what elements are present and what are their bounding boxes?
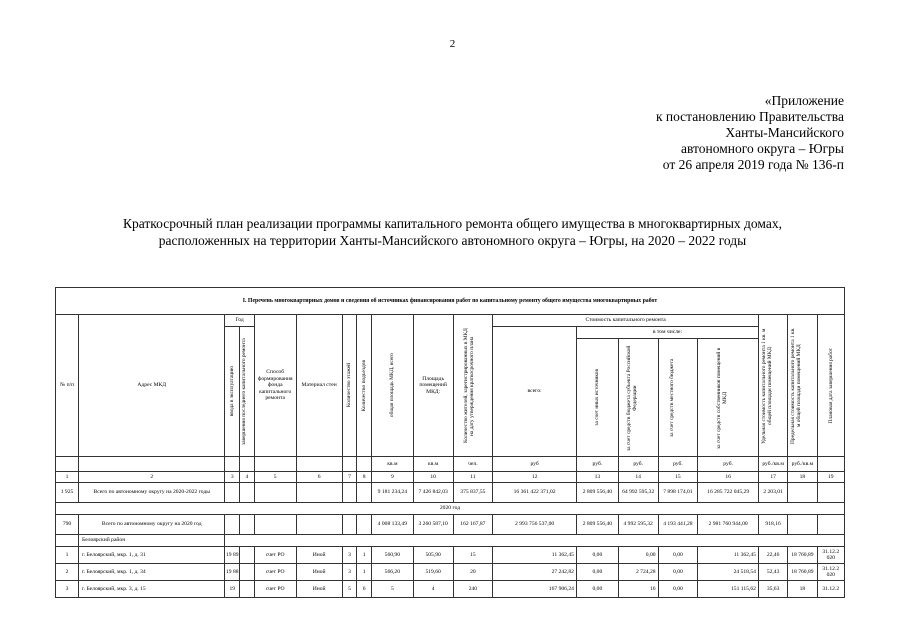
cell-cost-total: 11 362,45: [493, 547, 577, 564]
cell-premises-area: 519,60: [413, 564, 453, 581]
cell-owners: 11 362,45: [698, 547, 759, 564]
cell-specific: 22,46: [758, 547, 787, 564]
unit-cell: руб: [493, 457, 577, 472]
cell-total-area: 5: [371, 581, 413, 598]
cell-other: 0,00: [576, 564, 618, 581]
cell-fund: счет РО: [254, 581, 296, 598]
header-address: Адрес МКД: [79, 315, 225, 457]
cell-fund: счет РО: [254, 564, 296, 581]
district-row: [56, 535, 845, 547]
header-cost: Стоимость капитального ремонта: [493, 315, 759, 327]
cell-entrances: 1: [357, 564, 372, 581]
cell-entrances: 1: [357, 547, 372, 564]
total-2020-row: [56, 515, 845, 535]
cell-local: 0,00: [658, 581, 698, 598]
total-num: 790: [56, 515, 79, 535]
header-year-last-repair: завершения последнего капитального ремонта: [240, 338, 247, 445]
total-specific-cost: 918,16: [758, 515, 787, 535]
total-label: Всего по автономному округу на 2020 год: [79, 515, 225, 535]
title-line-1: Краткосрочный план реализации программы капитального ремонта общего имущества в многоквартирных домах,: [123, 216, 782, 231]
cell-specific: 52,43: [758, 564, 787, 581]
cell-date: 31.12.2: [817, 581, 844, 598]
unit-cell: чел.: [453, 457, 493, 472]
cell-num: 2: [56, 564, 79, 581]
cell-floors: 3: [342, 547, 357, 564]
total-owners-funds: 16 285 722 045,29: [698, 483, 759, 503]
header-premises-area: Площадь помещений МКД:: [413, 315, 453, 457]
units-row: [56, 457, 845, 472]
header-year-commission: ввода в эксплуатацию: [229, 366, 236, 417]
header-residents: Количество жителей, зарегистрированных в МКД на дату утверждения краткосрочного плана: [462, 328, 475, 443]
cell-total-area: 560,90: [371, 547, 413, 564]
cell-date: 31.12.2 020: [817, 547, 844, 564]
col-number: 8: [357, 472, 372, 483]
unit-cell: руб.: [658, 457, 698, 472]
total-cost: 2 993 756 537,00: [493, 515, 577, 535]
cell-year: 19 89: [225, 547, 240, 564]
cell-premises-area: 4: [413, 581, 453, 598]
total-cost: 16 361 422 371,02: [493, 483, 577, 503]
appendix-block: [656, 93, 844, 173]
total-subject-budget: 4 992 595,32: [618, 515, 658, 535]
year-label: 2020 год: [56, 503, 845, 515]
cell-num: 1: [56, 547, 79, 564]
col-number: 1: [56, 472, 79, 483]
cell-address: г. Белоярский, мкр. 1, д. 31: [79, 547, 225, 564]
unit-cell: руб.: [576, 457, 618, 472]
header-num: № п/п: [56, 315, 79, 457]
total-premises-area: 3 260 587,10: [413, 515, 453, 535]
total-label: Всего по автономному округу на 2020-2022 годы: [79, 483, 225, 503]
total-specific-cost: 2 203,01: [758, 483, 787, 503]
total-local-budget: 7 898 174,01: [658, 483, 698, 503]
cell-total-area: 566,20: [371, 564, 413, 581]
unit-cell: руб./кв.м: [788, 457, 817, 472]
appendix-line: автономного округа – Югры: [681, 141, 844, 156]
header-other-sources: за счет иных источников: [594, 369, 601, 426]
header-max-cost: Предельная стоимость капитального ремонта 1 кв. м общей площади помещений МКД: [790, 327, 803, 444]
cell-max: 18 760,89: [788, 547, 817, 564]
cell-residents: 20: [453, 564, 493, 581]
header-fund-method: Способ формирования фонда капитального ремонта: [254, 315, 296, 457]
cell-num: 3: [56, 581, 79, 598]
cell-owners: 151 115,62: [698, 581, 759, 598]
capital-repair-table: [55, 287, 845, 598]
district-label: Белоярский район: [79, 535, 225, 547]
cell-address: г. Белоярский, мкр. 3, д. 15: [79, 581, 225, 598]
cell-local: 0,00: [658, 547, 698, 564]
total-area: 4 008 133,49: [371, 515, 413, 535]
cell-material: Иной: [296, 581, 342, 598]
total-num: 1 925: [56, 483, 79, 503]
total-subject-budget: 64 992 595,32: [618, 483, 658, 503]
col-number: 14: [618, 472, 658, 483]
table-caption: I. Перечень многоквартирных домов и сведения об источниках финансирования работ по капитальному ремонту общего имущества многоквартирных работ: [56, 288, 845, 315]
cell-specific: 35,63: [758, 581, 787, 598]
unit-cell: руб.: [698, 457, 759, 472]
title-line-2: расположенных на территории Ханты-Мансийского автономного округа – Югры, на 2020 – 2022 годы: [158, 233, 747, 248]
cell-year: 19: [225, 581, 240, 598]
header-total-area: общая площадь МКД, всего: [389, 353, 396, 418]
cell-floors: 3: [342, 564, 357, 581]
col-number: 16: [698, 472, 759, 483]
col-number: 17: [758, 472, 787, 483]
cell-cost-total: 167 906,24: [493, 581, 577, 598]
total-local-budget: 4 193 441,28: [658, 515, 698, 535]
cell-residents: 15: [453, 547, 493, 564]
col-number: 10: [413, 472, 453, 483]
header-subject-budget: за счет средств бюджета субъекта Российской Федерации: [626, 344, 639, 451]
cell-cost-total: 27 242,82: [493, 564, 577, 581]
col-number: 5: [254, 472, 296, 483]
total-area: 9 181 234,24: [371, 483, 413, 503]
col-number: 2: [79, 472, 225, 483]
cell-other: 0,00: [576, 547, 618, 564]
year-row: [56, 503, 845, 515]
cell-date: 31.12.2 020: [817, 564, 844, 581]
header-entrances: Количество подъездов: [361, 359, 368, 412]
cell-material: Иной: [296, 547, 342, 564]
cell-max: 18: [788, 581, 817, 598]
cell-material: Иной: [296, 564, 342, 581]
unit-cell: руб.: [618, 457, 658, 472]
appendix-line: Ханты-Мансийского: [725, 125, 844, 140]
cell-max: 18 760,89: [788, 564, 817, 581]
cell-subject: 16: [618, 581, 658, 598]
cell-other: 0,00: [576, 581, 618, 598]
unit-cell: кв.м: [371, 457, 413, 472]
table-row: [56, 581, 845, 598]
header-floors: Количество этажей: [346, 363, 353, 408]
col-number: 11: [453, 472, 493, 483]
document-title: [60, 215, 845, 249]
column-numbers-row: [56, 472, 845, 483]
cell-owners: 24 518,54: [698, 564, 759, 581]
total-other-sources: 2 809 556,40: [576, 515, 618, 535]
unit-cell: кв.м: [413, 457, 453, 472]
col-number: 7: [342, 472, 357, 483]
cell-fund: счет РО: [254, 547, 296, 564]
header-planned-date: Плановая дата завершения работ: [827, 347, 834, 424]
cell-year: 19 88: [225, 564, 240, 581]
total-residents: 375 837,55: [453, 483, 493, 503]
total-owners-funds: 2 981 760 944,00: [698, 515, 759, 535]
cell-local: 0,00: [658, 564, 698, 581]
cell-entrances: 6: [357, 581, 372, 598]
header-cost-total: всего:: [493, 327, 577, 457]
header-local-budget: за счет средств местного бюджета: [668, 358, 675, 437]
total-premises-area: 7 426 842,03: [413, 483, 453, 503]
col-number: 4: [240, 472, 255, 483]
cell-residents: 240: [453, 581, 493, 598]
col-number: 18: [788, 472, 817, 483]
header-wall-material: Материал стен: [296, 315, 342, 457]
appendix-line: от 26 апреля 2019 года № 136-п: [662, 157, 844, 172]
cell-floors: 5: [342, 581, 357, 598]
total-all-row: [56, 483, 845, 503]
header-including: в том числе:: [576, 327, 758, 339]
col-number: 3: [225, 472, 240, 483]
col-number: 9: [371, 472, 413, 483]
total-other-sources: 2 809 556,40: [576, 483, 618, 503]
cell-subject: 2 724,28: [618, 564, 658, 581]
total-residents: 162 167,87: [453, 515, 493, 535]
col-number: 19: [817, 472, 844, 483]
header-specific-cost: Удельная стоимость капитального ремонта 1 кв. м общей площади помещений МКД: [761, 327, 774, 444]
table-row: [56, 547, 845, 564]
header-year: Год: [225, 315, 254, 327]
col-number: 13: [576, 472, 618, 483]
appendix-line: «Приложение: [764, 93, 844, 108]
col-number: 12: [493, 472, 577, 483]
table-row: [56, 564, 845, 581]
cell-subject: 0,00: [618, 547, 658, 564]
page-number: 2: [449, 38, 456, 50]
col-number: 15: [658, 472, 698, 483]
appendix-line: к постановлению Правительства: [655, 109, 844, 124]
cell-premises-area: 505,90: [413, 547, 453, 564]
cell-address: г. Белоярский, мкр. 1, д. 34: [79, 564, 225, 581]
data-rows: [56, 547, 845, 598]
header-owners-funds: за счет средств собственников помещений в МКД: [716, 346, 729, 449]
col-number: 6: [296, 472, 342, 483]
unit-cell: руб./кв.м: [758, 457, 787, 472]
